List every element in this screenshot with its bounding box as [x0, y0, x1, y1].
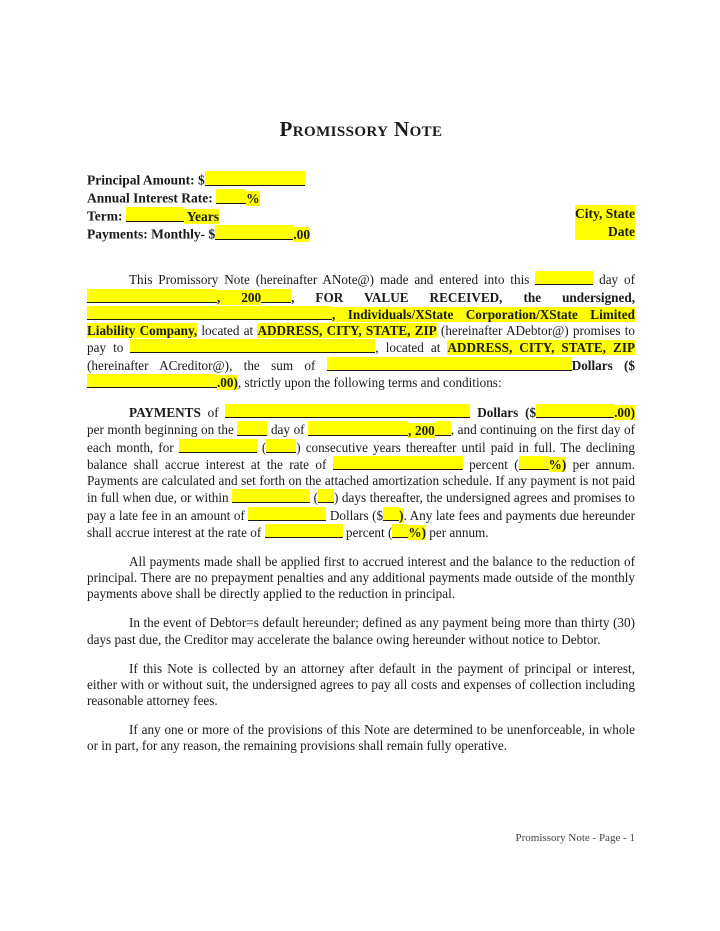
intro-sum-words-blank[interactable] [327, 357, 572, 371]
payments-years-words-blank[interactable] [179, 439, 257, 453]
payments-text-8: , and continuing on the first day of each month, for [87, 422, 636, 455]
intro-text-8: (hereinafter ADebtor@) promises to pay to [87, 323, 635, 356]
header-fields-block [87, 171, 635, 243]
intro-debtor-name-blank[interactable] [87, 306, 332, 320]
intro-month-blank[interactable] [87, 289, 217, 303]
paragraph-payments [87, 404, 635, 541]
late-rate-words-blank[interactable] [265, 524, 343, 538]
payments-start-year-blank[interactable] [435, 421, 451, 435]
payments-rate-figures-blank[interactable] [519, 456, 549, 470]
intro-text-5: , Individuals/XState Corporation/XState Limited Liability Company, [87, 307, 635, 339]
intro-debtor-address: ADDRESS, CITY, STATE, ZIP [257, 323, 437, 339]
payments-text-16: Dollars ($ [326, 507, 384, 523]
intro-creditor-name-blank[interactable] [130, 339, 375, 353]
monthly-payments-field [87, 225, 635, 243]
payments-text-2: of [200, 405, 226, 421]
payments-start-day-blank[interactable] [237, 421, 267, 435]
payment-amount-words-blank[interactable] [225, 404, 470, 418]
payments-text-17: ) [399, 507, 404, 523]
payments-text-20: %) [408, 525, 426, 541]
payments-text-15: ) days thereafter, the undersigned agrees and promises to pay a late fee in an amount of [87, 490, 635, 523]
intro-text-2: day of [593, 272, 635, 288]
late-fee-words-blank[interactable] [248, 507, 326, 521]
intro-text-11: (hereinafter ACreditor@), the sum of [87, 357, 327, 373]
payments-text-12: %) [548, 457, 567, 473]
intro-text-1: This Promissory Note (hereinafter ANote@) made and entered into this [129, 272, 536, 288]
intro-text-3: , 200 [217, 289, 262, 305]
intro-sum-figures-blank[interactable] [87, 374, 217, 388]
paragraph-severability: If any one or more of the provisions of this Note are determined to be unenforceable, in whole or in part, for any reason, the remaining provisions shall remain fully operative. [87, 721, 635, 753]
annual-interest-rate-field [87, 189, 635, 207]
term-blank[interactable] [126, 207, 184, 222]
payments-text-13: per annum. Payments are calculated and set forth on the attached amortization schedule. If any payment is not paid in full when due, or within [87, 457, 635, 506]
payments-text-18: . Any late fees and payments due hereunder shall accrue interest at the rate of [87, 507, 635, 541]
monthly-payments-blank[interactable] [215, 225, 293, 240]
payments-text-19: percent ( [342, 525, 393, 541]
payments-text-10: ) consecutive years thereafter until paid in full. The declining balance shall accrue interest at the rate of [87, 439, 635, 473]
principal-amount-field [87, 171, 635, 189]
intro-text-4: , FOR VALUE RECEIVED, the undersigned, [291, 289, 636, 305]
annual-interest-rate-suffix: % [246, 190, 260, 206]
intro-day-blank[interactable] [535, 271, 593, 285]
payments-text-4: .00) [614, 405, 635, 421]
annual-interest-rate-blank[interactable] [216, 189, 246, 204]
intro-year-blank[interactable] [261, 289, 291, 303]
payments-text-9: ( [256, 439, 267, 455]
payment-amount-figures-blank[interactable] [536, 404, 614, 418]
intro-text-6: located at [197, 323, 258, 339]
city-state-field[interactable]: City, State [575, 206, 635, 222]
intro-text-13: .00) [217, 374, 238, 390]
city-state-date-block [575, 205, 635, 240]
term-label: Term: [87, 208, 126, 224]
payments-years-figures-blank[interactable] [266, 439, 296, 453]
late-fee-figures-blank[interactable] [383, 507, 399, 521]
page-footer: Promissory Note - Page - 1 [515, 832, 635, 844]
payments-rate-words-blank[interactable] [333, 456, 463, 470]
payments-text-21: per annum. [425, 525, 489, 541]
intro-text-12: Dollars ($ [571, 357, 636, 373]
payments-heading: PAYMENTS [129, 405, 201, 421]
payments-text-14: ( [310, 490, 319, 506]
principal-amount-label: Principal Amount: $ [87, 172, 205, 188]
page-title: Promissory Note [279, 117, 443, 141]
grace-days-figures-blank[interactable] [318, 489, 334, 503]
payments-text-7: , 200 [408, 422, 435, 438]
term-field [87, 207, 635, 225]
payments-text-11: percent ( [462, 457, 519, 473]
payments-start-month-blank[interactable] [308, 421, 408, 435]
annual-interest-rate-label: Annual Interest Rate: [87, 190, 217, 206]
principal-amount-blank[interactable] [205, 171, 305, 186]
grace-days-words-blank[interactable] [232, 489, 310, 503]
intro-text-14: , strictly upon the following terms and conditions: [237, 374, 502, 390]
payments-text-5: per month beginning on the [87, 422, 238, 438]
monthly-payments-suffix: .00 [293, 226, 311, 242]
intro-creditor-address: ADDRESS, CITY, STATE, ZIP [447, 340, 636, 356]
term-suffix: Years [183, 208, 219, 224]
late-rate-figures-blank[interactable] [392, 524, 408, 538]
paragraph-application-of-payments: All payments made shall be applied first to accrued interest and the balance to the reduction of principal. There are no prepayment penalties and any additional payments made outside of the monthly payments above shall be directly applied to the reduction in principal. [87, 554, 635, 602]
document-content [87, 118, 635, 767]
header-field-list [87, 171, 635, 243]
payments-text-3: Dollars ($ [470, 405, 537, 421]
monthly-payments-label: Payments: Monthly- $ [87, 226, 216, 242]
paragraph-attorney-fees: If this Note is collected by an attorney after default in the payment of principal or interest, either with or without suit, the undersigned agrees to pay all costs and expenses of collection including reasonable attorney fees. [87, 660, 635, 708]
paragraph-default: In the event of Debtor=s default hereunder; defined as any payment being more than thirty (30) days past due, the Creditor may accelerate the balance owing hereunder without notice to Debtor. [87, 615, 635, 647]
intro-text-9: , located at [375, 340, 448, 356]
payments-text-6: day of [267, 422, 309, 438]
paragraph-intro [87, 271, 635, 391]
date-field[interactable]: Date [575, 223, 635, 241]
